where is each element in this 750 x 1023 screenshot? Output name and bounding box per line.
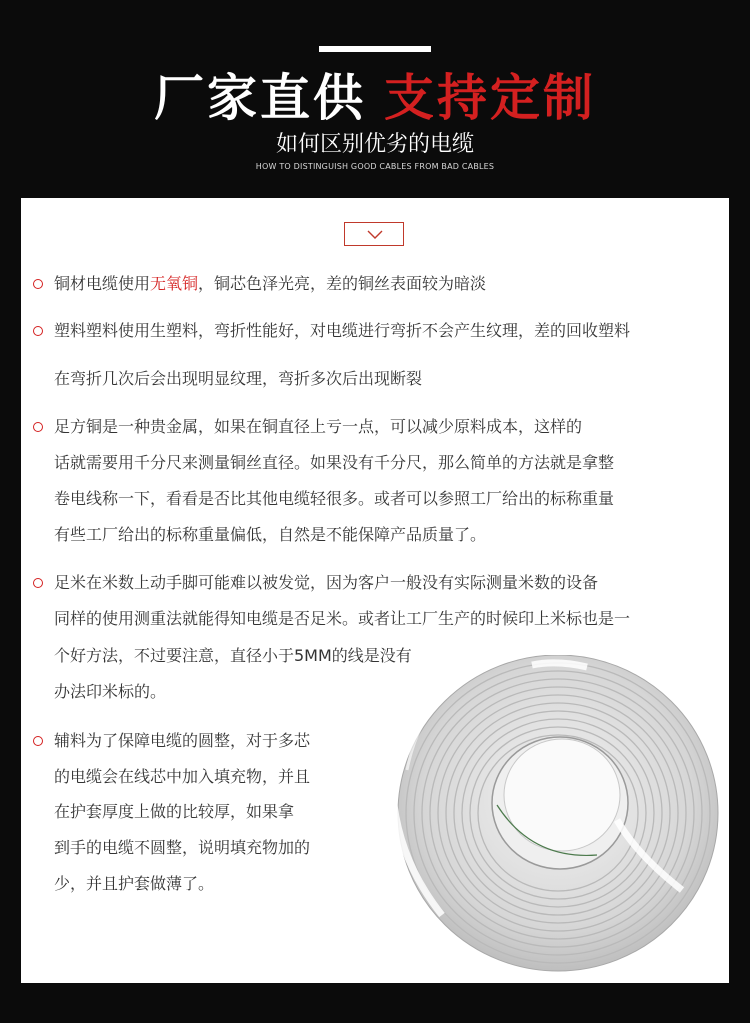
page-title [0,68,750,128]
bullet-icon [33,578,43,588]
highlight-text: 无氧铜 [150,274,199,293]
point-3-line-4: 有些工厂给出的标称重量偏低，自然是不能保障产品质量了。 [54,525,487,544]
chevron-box [344,222,404,246]
point-4-line-3: 个好方法，不过要注意，直径小于5MM的线是没有 [54,646,412,665]
bullet-icon [33,736,43,746]
point-5-line-4: 到手的电缆不圆整，说明填充物加的 [54,838,311,857]
page-subtitle: 如何区别优劣的电缆 [275,132,474,157]
left-frame [0,198,21,1023]
cable-coil-image [382,655,722,983]
bullet-icon [33,279,43,289]
point-4-line-1: 足米在米数上动手脚可能难以被发觉，因为客户一般没有实际测量米数的设备 [54,573,599,592]
point-3-line-2: 话就需要用千分尺来测量铜丝直径。如果没有千分尺，那么简单的方法就是拿整 [54,453,615,472]
point-3-line-1: 足方铜是一种贵金属，如果在铜直径上亏一点，可以减少原料成本，这样的 [54,417,583,436]
point-2-line-2: 在弯折几次后会出现明显纹理，弯折多次后出现断裂 [54,369,423,388]
title-red: 支持定制 [384,69,596,127]
point-1-line-1: 铜材电缆使用无氧铜，铜芯色泽光亮，差的铜丝表面较为暗淡 [54,274,487,293]
point-2-line-1: 塑料塑料使用生塑料，弯折性能好，对电缆进行弯折不会产生纹理，差的回收塑料 [54,321,631,340]
bottom-frame [0,983,750,1023]
bullet-icon [33,422,43,432]
point-3-line-3: 卷电线称一下，看看是否比其他电缆轻很多。或者可以参照工厂给出的标称重量 [54,489,615,508]
point-5-line-2: 的电缆会在线芯中加入填充物，并且 [54,767,311,786]
point-5-line-1: 辅料为了保障电缆的圆整，对于多芯 [54,731,311,750]
bullet-icon [33,326,43,336]
right-frame [729,198,750,1023]
point-5-line-5: 少，并且护套做薄了。 [54,874,215,893]
page-subtitle-english: HOW TO DISTINGUISH GOOD CABLES FROM BAD CABLES [255,162,495,171]
point-4-line-2: 同样的使用测重法就能得知电缆是否足米。或者让工厂生产的时候印上米标也是一 [54,609,631,628]
point-4-line-4: 办法印米标的。 [54,682,167,701]
header-divider [319,46,431,52]
title-white: 厂家直供 [154,69,366,127]
chevron-down-icon [367,230,383,239]
point-5-line-3: 在护套厚度上做的比较厚，如果拿 [54,802,295,821]
